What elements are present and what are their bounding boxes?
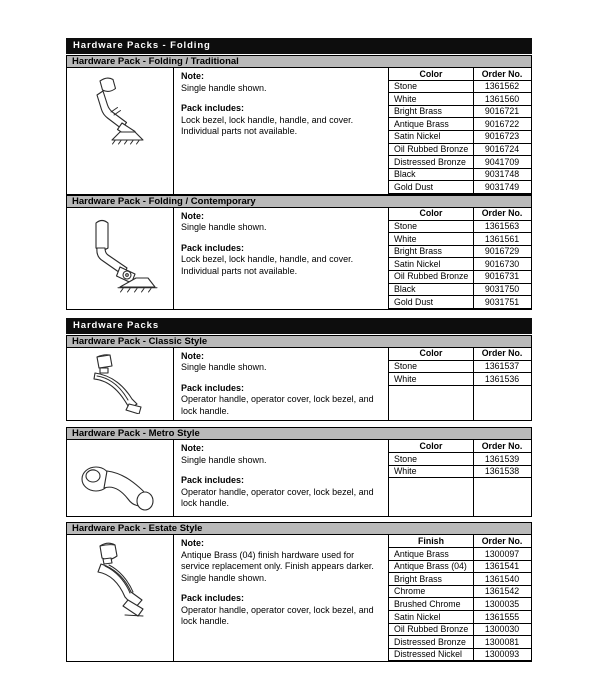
table-header-row <box>389 440 531 453</box>
notes-area <box>174 348 389 421</box>
order-no-cell: 9031748 <box>484 169 520 180</box>
table-row <box>389 373 531 386</box>
order-no-cell: 1361540 <box>484 573 520 584</box>
group-header-packs <box>66 318 532 334</box>
group-header-folding <box>66 38 532 54</box>
note-label: Note: <box>181 210 204 221</box>
finish-name-cell: Distressed Bronze <box>394 636 466 647</box>
folding-contemporary-handle-illustration <box>67 208 174 309</box>
order-no-cell: 1361542 <box>484 586 520 597</box>
finish-name-cell: Satin Nickel <box>394 611 441 622</box>
column-header-order-no: Order No. <box>481 348 523 359</box>
finish-name-cell: Chrome <box>394 586 426 597</box>
order-no-cell: 9016730 <box>484 258 520 269</box>
order-no-cell: 1361539 <box>484 453 520 464</box>
note-text: Single handle shown. <box>181 82 267 93</box>
order-table <box>389 68 531 194</box>
table-row <box>389 131 531 144</box>
order-no-cell: 1300093 <box>484 649 520 660</box>
table-row <box>389 296 531 309</box>
section-title-bar-folding-traditional <box>66 55 532 68</box>
finish-name-cell: White <box>394 233 417 244</box>
table-header-row <box>389 68 531 81</box>
table-header-row <box>389 535 531 548</box>
includes-label: Pack includes: <box>181 103 245 113</box>
table-row <box>389 598 531 611</box>
includes-label: Pack includes: <box>181 242 245 253</box>
order-no-cell: 9031750 <box>484 284 520 294</box>
section-metro-style <box>66 440 532 517</box>
finish-name-cell: Stone <box>394 453 417 464</box>
table-row <box>389 118 531 131</box>
table-header-row <box>389 208 531 221</box>
finish-name-cell: Satin Nickel <box>394 258 441 269</box>
includes-text: Operator handle, operator cover, lock bezel, and lock handle. <box>181 394 374 416</box>
column-header-color: Color <box>419 348 443 359</box>
finish-name-cell: Bright Brass <box>394 246 442 257</box>
section-folding-contemporary <box>66 208 532 310</box>
column-header-order-no: Order No. <box>481 208 523 219</box>
order-no-cell: 9016722 <box>484 118 520 129</box>
note-label: Note: <box>181 538 204 549</box>
order-no-cell: 1361536 <box>484 373 520 384</box>
note-label: Note: <box>181 71 204 81</box>
order-table <box>389 535 531 661</box>
metro-style-handle-illustration <box>67 440 174 516</box>
order-no-cell: 1361562 <box>484 81 520 92</box>
table-row <box>389 611 531 624</box>
order-table <box>389 440 531 516</box>
column-header-order-no: Order No. <box>481 535 523 546</box>
table-row <box>389 93 531 106</box>
finish-name-cell: Distressed Nickel <box>394 649 462 660</box>
order-no-cell: 1300030 <box>484 624 520 635</box>
finish-name-cell: Brushed Chrome <box>394 598 461 609</box>
note-text: Single handle shown. <box>181 222 267 233</box>
section-title-bar-metro-style <box>66 427 532 440</box>
section-folding-traditional <box>66 68 532 195</box>
note-label: Note: <box>181 350 204 361</box>
table-header-row <box>389 348 531 361</box>
table-row <box>389 144 531 157</box>
table-row <box>389 466 531 479</box>
order-no-cell: 9031751 <box>484 296 520 307</box>
column-header-order-no: Order No. <box>481 68 523 79</box>
finish-name-cell: White <box>394 373 417 384</box>
order-no-cell: 1300097 <box>484 548 520 559</box>
handle-icon <box>70 442 170 515</box>
note-text: Single handle shown. <box>181 362 267 373</box>
finish-name-cell: Antique Brass (04) <box>394 561 467 572</box>
notes-area <box>174 68 389 194</box>
order-no-cell: 1361538 <box>484 466 520 477</box>
includes-text: Lock bezel, lock handle, handle, and cover. Individual parts not available. <box>181 254 354 276</box>
handle-icon <box>70 350 170 414</box>
column-header-color: Color <box>419 208 443 219</box>
table-row <box>389 649 531 662</box>
finish-name-cell: Black <box>394 284 416 294</box>
column-header-finish: Finish <box>418 535 444 546</box>
table-row <box>389 221 531 234</box>
table-row <box>389 284 531 297</box>
section-title: Hardware Pack - Metro Style <box>72 428 200 440</box>
table-row <box>389 81 531 94</box>
order-no-cell: 1361563 <box>484 221 520 232</box>
table-row <box>389 624 531 637</box>
group-header-label: Hardware Packs <box>73 319 160 331</box>
finish-name-cell: Stone <box>394 81 417 92</box>
table-row <box>389 271 531 284</box>
finish-name-cell: Bright Brass <box>394 573 442 584</box>
note-text: Single handle shown. <box>181 454 267 465</box>
note-label: Note: <box>181 443 204 454</box>
finish-name-cell: Bright Brass <box>394 106 442 117</box>
table-row <box>389 453 531 466</box>
finish-name-cell: Stone <box>394 361 417 372</box>
catalog-page <box>66 38 532 662</box>
handle-icon <box>70 210 170 306</box>
includes-label: Pack includes: <box>181 382 245 393</box>
table-row <box>389 181 531 194</box>
order-no-cell: 9016723 <box>484 131 520 142</box>
order-no-cell: 1300035 <box>484 598 520 609</box>
section-title-bar-classic-style <box>66 335 532 348</box>
finish-name-cell: White <box>394 466 417 477</box>
table-row <box>389 258 531 271</box>
table-row <box>389 169 531 182</box>
order-no-cell: 1361561 <box>484 233 520 244</box>
finish-name-cell: Gold Dust <box>394 181 434 192</box>
table-row <box>389 361 531 374</box>
section-classic-style <box>66 348 532 422</box>
finish-name-cell: Distressed Bronze <box>394 156 466 167</box>
group-header-label: Hardware Packs - Folding <box>73 40 211 51</box>
column-header-color: Color <box>419 440 443 451</box>
table-row <box>389 548 531 561</box>
order-table <box>389 348 531 421</box>
table-row <box>389 246 531 259</box>
table-row <box>389 156 531 169</box>
order-table <box>389 208 531 309</box>
section-title-bar-folding-contemporary <box>66 195 532 208</box>
note-text: Antique Brass (04) finish hardware used for service replacement only. Finish appears darker. Single handle shown. <box>181 549 374 583</box>
order-no-cell: 1361560 <box>484 93 520 104</box>
finish-name-cell: Antique Brass <box>394 548 449 559</box>
finish-name-cell: White <box>394 93 417 104</box>
order-no-cell: 1361541 <box>484 561 520 572</box>
finish-name-cell: Satin Nickel <box>394 131 441 142</box>
finish-name-cell: Stone <box>394 221 417 232</box>
finish-name-cell: Black <box>394 169 416 180</box>
column-header-color: Color <box>419 68 443 79</box>
order-no-cell: 1361537 <box>484 361 520 372</box>
section-estate-style <box>66 535 532 662</box>
table-row <box>389 106 531 119</box>
folding-traditional-handle-illustration <box>67 68 174 194</box>
includes-text: Operator handle, operator cover, lock bezel, and lock handle. <box>181 604 374 627</box>
handle-icon <box>70 537 170 637</box>
section-title: Hardware Pack - Estate Style <box>72 523 203 535</box>
table-row <box>389 573 531 586</box>
estate-style-handle-illustration <box>67 535 174 661</box>
section-title-bar-estate-style <box>66 522 532 535</box>
finish-name-cell: Oil Rubbed Bronze <box>394 271 469 282</box>
order-no-cell: 9016724 <box>484 144 520 155</box>
order-no-cell: 9016729 <box>484 246 520 257</box>
order-no-cell: 1300081 <box>484 636 520 647</box>
finish-name-cell: Oil Rubbed Bronze <box>394 624 469 635</box>
section-title: Hardware Pack - Classic Style <box>72 335 208 347</box>
table-row <box>389 586 531 599</box>
includes-label: Pack includes: <box>181 593 245 604</box>
section-title: Hardware Pack - Folding / Traditional <box>72 56 239 67</box>
column-header-order-no: Order No. <box>481 440 523 451</box>
order-no-cell: 9041709 <box>484 156 520 167</box>
section-title: Hardware Pack - Folding / Contemporary <box>72 195 256 207</box>
includes-label: Pack includes: <box>181 475 245 486</box>
order-no-cell: 1361555 <box>484 611 520 622</box>
finish-name-cell: Antique Brass <box>394 118 449 129</box>
finish-name-cell: Oil Rubbed Bronze <box>394 144 469 155</box>
table-row <box>389 636 531 649</box>
includes-text: Operator handle, operator cover, lock bezel, and lock handle. <box>181 486 374 509</box>
order-no-cell: 9016731 <box>484 271 520 282</box>
finish-name-cell: Gold Dust <box>394 296 434 307</box>
notes-area <box>174 208 389 309</box>
table-row <box>389 233 531 246</box>
table-row <box>389 561 531 574</box>
handle-icon <box>70 70 170 170</box>
includes-text: Lock bezel, lock handle, handle, and cover. Individual parts not available. <box>181 114 354 136</box>
notes-area <box>174 535 389 661</box>
order-no-cell: 9016721 <box>484 106 520 117</box>
classic-style-handle-illustration <box>67 348 174 421</box>
notes-area <box>174 440 389 516</box>
order-no-cell: 9031749 <box>484 181 520 192</box>
